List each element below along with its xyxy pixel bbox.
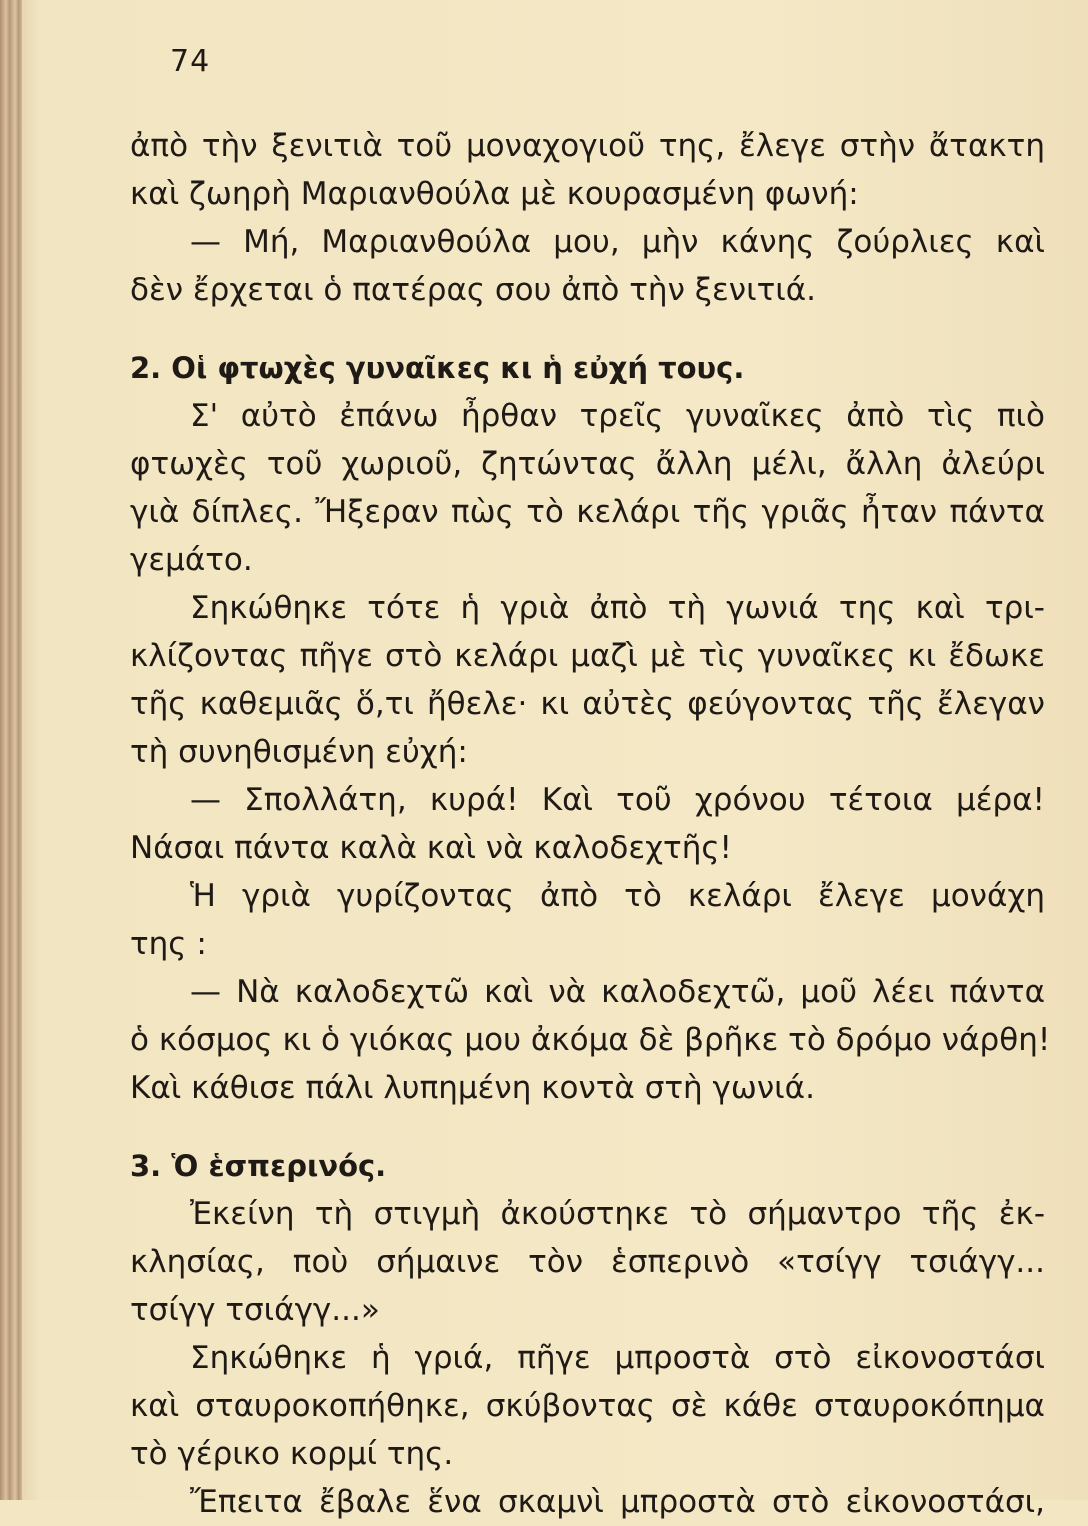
- text-line: φτωχὲς τοῦ χωριοῦ, ζητώντας ἄλλη μέλι, ἄλλη ἀλεύρι: [130, 446, 1045, 482]
- text-line: Σηκώθηκε ἡ γριά, πῆγε μπροστὰ στὸ εἰκονοστάσι: [190, 1340, 1045, 1376]
- text-line: τῆς καθεμιᾶς ὅ,τι ἤθελε· κι αὐτὲς φεύγοντας τῆς ἔλεγαν: [130, 686, 1045, 722]
- text-line: Καὶ κάθισε πάλι λυπημένη κοντὰ στὴ γωνιά.: [130, 1070, 815, 1106]
- text-line: κλησίας, ποὺ σήμαινε τὸν ἑσπερινὸ «τσίγγ τσιάγγ...: [130, 1244, 1045, 1280]
- text-line: Νάσαι πάντα καλὰ καὶ νὰ καλοδεχτῆς!: [130, 830, 732, 866]
- section-heading: 2. Οἱ φτωχὲς γυναῖκες κι ἡ εὐχή τους.: [130, 351, 745, 385]
- body-text: [130, 122, 1051, 1526]
- text-line: καὶ σταυροκοπήθηκε, σκύβοντας σὲ κάθε σταυροκόπημα: [130, 1388, 1045, 1424]
- text-line: ἀπὸ τὴν ξενιτιὰ τοῦ μοναχογιοῦ της, ἔλεγε στὴν ἄτακτη: [130, 128, 1045, 164]
- text-line: τσίγγ τσιάγγ...»: [130, 1292, 380, 1328]
- text-line: Ἐκείνη τὴ στιγμὴ ἀκούστηκε τὸ σήμαντρο τῆς ἐκ-: [190, 1196, 1045, 1232]
- text-line: — Σπολλάτη, κυρά! Καὶ τοῦ χρόνου τέτοια μέρα!: [190, 782, 1045, 818]
- text-line: — Μή, Μαριανθούλα μου, μὴν κάνης ζούρλιες καὶ: [190, 224, 1045, 260]
- text-line: Ἡ γριὰ γυρίζοντας ἀπὸ τὸ κελάρι ἔλεγε μονάχη: [190, 878, 1045, 914]
- text-line: Σηκώθηκε τότε ἡ γριὰ ἀπὸ τὴ γωνιά της καὶ τρι-: [190, 590, 1045, 626]
- text-line: της :: [130, 926, 207, 962]
- section-gap: [130, 1112, 1045, 1142]
- text-line: — Νὰ καλοδεχτῶ καὶ νὰ καλοδεχτῶ, μοῦ λέει πάντα: [190, 974, 1045, 1010]
- text-line: γιὰ δίπλες. Ἤξεραν πὼς τὸ κελάρι τῆς γριᾶς ἦταν πάντα: [130, 494, 1045, 530]
- text-line: γεμάτο.: [130, 542, 253, 578]
- book-spine: [0, 0, 22, 1500]
- page-number: 74: [170, 44, 211, 79]
- text-line: ὁ κόσμος κι ὁ γιόκας μου ἀκόμα δὲ βρῆκε τὸ δρόμο νάρθη!: [130, 1022, 1051, 1058]
- text-line: Σ' αὐτὸ ἐπάνω ἦρθαν τρεῖς γυναῖκες ἀπὸ τὶς πιὸ: [190, 398, 1045, 434]
- text-line: τὸ γέρικο κορμί της.: [130, 1436, 454, 1472]
- section-heading: 3. Ὁ ἑσπερινός.: [130, 1149, 387, 1183]
- text-line: καὶ ζωηρὴ Μαριανθούλα μὲ κουρασμένη φωνή:: [130, 176, 859, 212]
- text-line: τὴ συνηθισμένη εὐχή:: [130, 734, 468, 770]
- text-line: Ἔπειτα ἔβαλε ἕνα σκαμνὶ μπροστὰ στὸ εἰκονοστάσι,: [190, 1484, 1045, 1520]
- text-line: δὲν ἔρχεται ὁ πατέρας σου ἀπὸ τὴν ξενιτιά.: [130, 272, 817, 308]
- section-gap: [130, 314, 1045, 344]
- text-line: κλίζοντας πῆγε στὸ κελάρι μαζὶ μὲ τὶς γυναῖκες κι ἔδωκε: [130, 638, 1045, 674]
